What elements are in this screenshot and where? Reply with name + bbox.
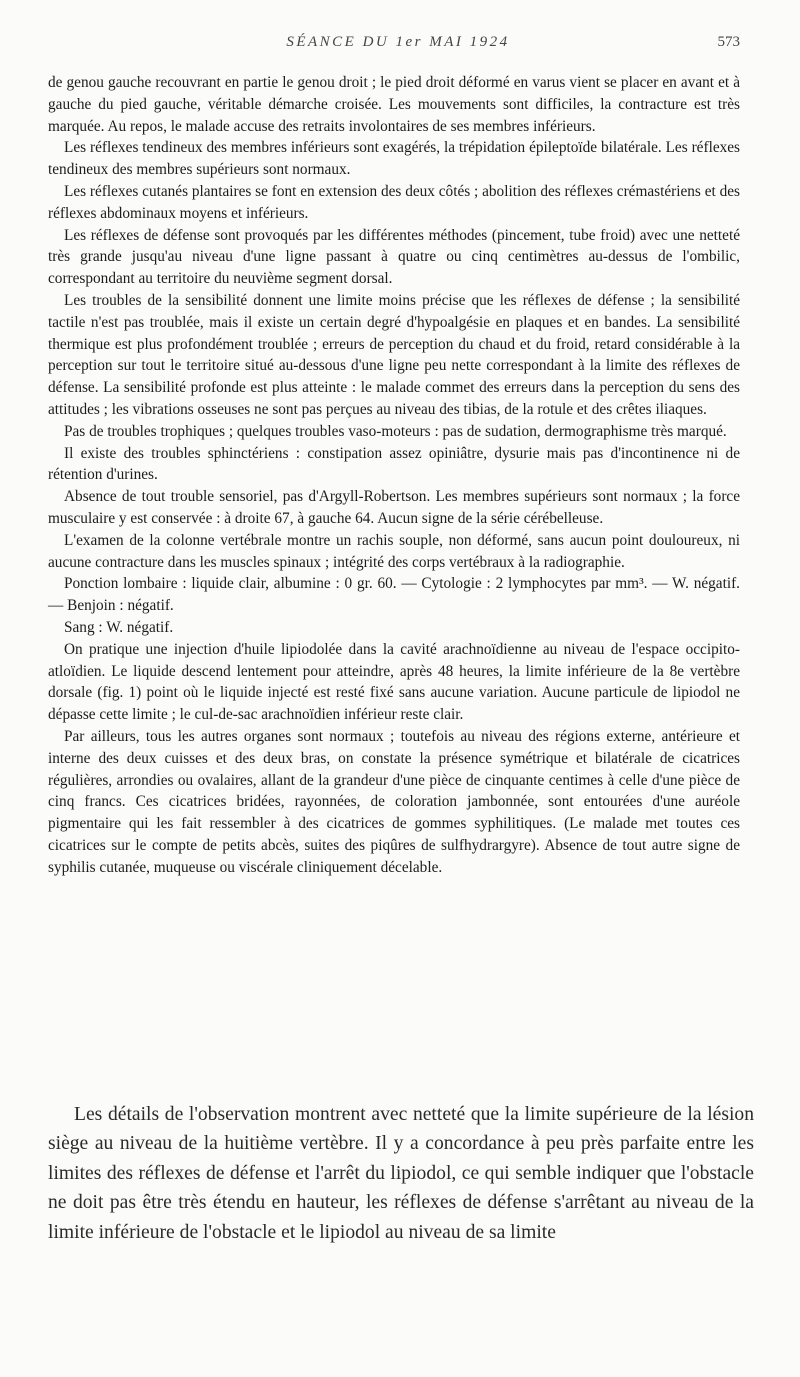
paragraph: Par ailleurs, tous les autres organes sont normaux ; toutefois au niveau des régions externe, antérieure et interne des deux cuisses et des deux bras, on constate la présence symétrique et bilatérale de cicatrices régulières, arrondies ou ovalaires, allant de la grandeur d'une pièce de cinquante centimes à celle d'une pièce de cinq francs. Ces cicatrices bridées, rayonnées, de coloration jambonnée, sont entourées d'une auréole pigmentaire qui les fait ressembler à des cicatrices de gommes syphilitiques. (Le malade met toutes ces cicatrices sur le compte de petits abcès, suites des piqûres de sulfhydrargyre). Absence de tout autre signe de syphilis cutanée, muqueuse ou viscérale cliniquement décelable. [48, 727, 740, 876]
paragraph: Ponction lombaire : liquide clair, albumine : 0 gr. 60. — Cytologie : 2 lymphocytes par mm³. — W. négatif. — Benjoin : négatif. [48, 575, 740, 615]
running-title: SÉANCE DU 1er MAI 1924 [286, 34, 510, 50]
paragraph: Les réflexes tendineux des membres inférieurs sont exagérés, la trépidation épileptoïde bilatérale. Les réflexes tendineux des membres supérieurs sont normaux. [48, 139, 740, 179]
paragraph: Les réflexes de défense sont provoqués par les différentes méthodes (pincement, tube froid) avec une netteté très grande jusqu'au niveau d'une ligne passant à quatre ou cinq centimètres au-dessus de l'ombilic, correspondant au territoire du neuvième segment dorsal. [48, 226, 740, 288]
paragraph: Il existe des troubles sphinctériens : constipation assez opiniâtre, dysurie mais pas d'incontinence ni de rétention d'urines. [48, 444, 740, 484]
paragraph: Les détails de l'observation montrent avec netteté que la limite supérieure de la lésion siège au niveau de la huitième vertèbre. Il y a concordance à peu près parfaite entre les limites des réflexes de défense et l'arrêt du lipiodol, ce qui semble indiquer que l'obstacle ne doit pas être très étendu en hauteur, les réflexes de défense s'arrêtant au niveau de la limite inférieure de l'obstacle et le lipiodol au niveau de sa limite [48, 1104, 754, 1243]
paragraph: Les troubles de la sensibilité donnent une limite moins précise que les réflexes de défense ; la sensibilité tactile n'est pas troublée, mais il existe un certain degré d'hypoalgésie en plaques et en bandes. La sensibilité thermique est plus profondément troublée ; erreurs de perception du chaud et du froid, retard considérable à la perception sur tout le territoire situé au-dessous d'une ligne peu nette correspondant à la limite des réflexes de défense. La sensibilité profonde est plus atteinte : le malade commet des erreurs dans la perception du sens des attitudes ; les vibrations osseuses ne sont pas perçues au niveau des tibias, de la rotule et des crêtes iliaques. [48, 291, 740, 418]
paragraph: On pratique une injection d'huile lipiodolée dans la cavité arachnoïdienne au niveau de l'espace occipito-atloïdien. Le liquide descend lentement pour atteindre, après 48 heures, la limite inférieure de la 8e vertèbre dorsale (fig. 1) point où le liquide injecté est resté fixé sans aucune variation. Aucune particule de lipiodol ne dépasse cette limite ; le cul-de-sac arachnoïdien inférieur reste clair. [48, 640, 740, 724]
case-report [48, 72, 740, 878]
discussion [48, 1100, 754, 1247]
paragraph: de genou gauche recouvrant en partie le genou droit ; le pied droit déformé en varus vient se placer en avant et à gauche du pied gauche, véritable démarche croisée. Les mouvements sont difficiles, la contracture est très marquée. Au repos, le malade accuse des retraits involontaires de ses membres inférieurs. [48, 74, 740, 135]
running-head [56, 34, 740, 56]
paragraph: Sang : W. négatif. [64, 618, 174, 636]
paragraph: L'examen de la colonne vertébrale montre un rachis souple, non déformé, sans aucun point douloureux, ni aucune contracture dans les muscles spinaux ; intégrité des corps vertébraux à la radiographie. [48, 531, 740, 571]
paragraph: Absence de tout trouble sensoriel, pas d'Argyll-Robertson. Les membres supérieurs sont normaux ; la force musculaire y est conservée : à droite 67, à gauche 64. Aucun signe de la série cérébelleuse. [48, 488, 740, 527]
paragraph: Les réflexes cutanés plantaires se font en extension des deux côtés ; abolition des réflexes crémastériens et des réflexes abdominaux moyens et inférieurs. [48, 182, 740, 222]
paragraph: Pas de troubles trophiques ; quelques troubles vaso-moteurs : pas de sudation, dermographisme très marqué. [64, 422, 727, 440]
page-number: 573 [717, 34, 740, 50]
